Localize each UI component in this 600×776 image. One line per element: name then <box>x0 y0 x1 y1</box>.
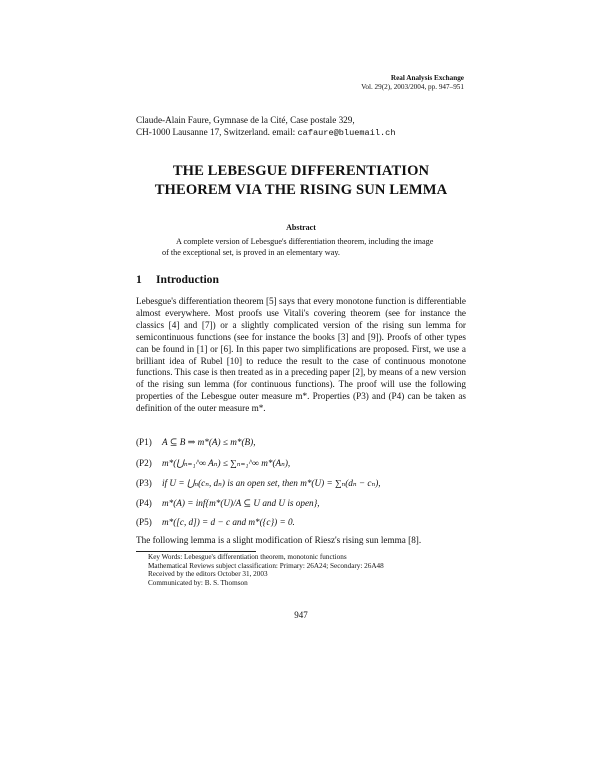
journal-volume: Vol. 29(2), 2003/2004, pp. 947–951 <box>361 83 464 91</box>
property-p1 <box>136 436 466 448</box>
property-text: A ⊆ B ⇒ m*(A) ≤ m*(B), <box>162 437 256 447</box>
journal-header <box>361 74 464 92</box>
footnote-received: Received by the editors October 31, 2003 <box>148 570 268 579</box>
lemma-intro: The following lemma is a slight modification of Riesz's rising sun lemma [8]. <box>136 535 422 545</box>
author-block <box>136 114 476 139</box>
title-line-1: THE LEBESGUE DIFFERENTIATION <box>172 163 430 179</box>
property-p5 <box>136 516 466 528</box>
page-number: 947 <box>294 610 308 620</box>
author-email: cafaure@bluemail.ch <box>297 128 396 138</box>
author-address: CH-1000 Lausanne 17, Switzerland. email: cafaure@bluemail.ch <box>136 127 396 138</box>
property-tag: (P5) <box>136 517 152 527</box>
section-title: Introduction <box>156 273 219 286</box>
footnote-communicated: Communicated by: B. S. Thomson <box>148 578 248 587</box>
footnotes <box>148 553 468 587</box>
property-text: m*(A) = inf{m*(U)/A ⊆ U and U is open}, <box>162 498 320 508</box>
intro-paragraph: Lebesgue's differentiation theorem [5] says that every monotone function is differentiable almost everywhere. Most proofs use Vitali's covering theorem (see for instance the classics [4] and [7]) or a slightly complicated version of the rising sun lemma for semicontinuous functions (see for instance the books [3] and [9]). Proofs of other types can be found in [1] or [6]. In this paper two simplifications are proposed. First, we use a brilliant idea of Rubel [10] to reduce the result to the case of continuous monotone functions. This case is then treated as in a preceding paper [2], by means of a new version of the rising sun lemma (for continuous functions). The proof will use the following properties of the Lebesgue outer measure m*. Properties (P3) and (P4) can be taken as definition of the outer measure m*. <box>136 296 466 414</box>
property-tag: (P2) <box>136 458 152 468</box>
author-affiliation: Claude-Alain Faure, Gymnase de la Cité, Case postale 329, <box>136 115 355 125</box>
journal-name: Real Analysis Exchange <box>390 74 464 82</box>
section-number: 1 <box>136 273 142 286</box>
property-p4 <box>136 497 466 509</box>
property-text: m*(⋃ₙ₌₁^∞ Aₙ) ≤ ∑ₙ₌₁^∞ m*(Aₙ), <box>162 458 291 468</box>
section-heading <box>136 273 219 286</box>
property-tag: (P1) <box>136 437 152 447</box>
property-text: if U = ⋃ₙ(cₙ, dₙ) is an open set, then m*(U) = ∑ₙ(dₙ − cₙ), <box>162 478 381 488</box>
footnote-classification: Mathematical Reviews subject classification: Primary: 26A24; Secondary: 26A48 <box>148 561 384 570</box>
abstract-heading: Abstract <box>286 223 316 232</box>
property-p2 <box>136 457 466 469</box>
property-tag: (P4) <box>136 498 152 508</box>
property-p3 <box>136 477 466 489</box>
footnote-divider <box>136 551 256 552</box>
title-line-2: THEOREM VIA THE RISING SUN LEMMA <box>154 182 448 198</box>
property-text: m*([c, d]) = d − c and m*({c}) = 0. <box>162 517 295 527</box>
paper-title <box>136 162 466 200</box>
abstract-text: A complete version of Lebesgue's differentiation theorem, including the image of the exceptional set, is proved in an elementary way. <box>162 237 434 257</box>
property-tag: (P3) <box>136 478 152 488</box>
footnote-keywords: Key Words: Lebesgue's differentiation theorem, monotonic functions <box>148 553 347 561</box>
